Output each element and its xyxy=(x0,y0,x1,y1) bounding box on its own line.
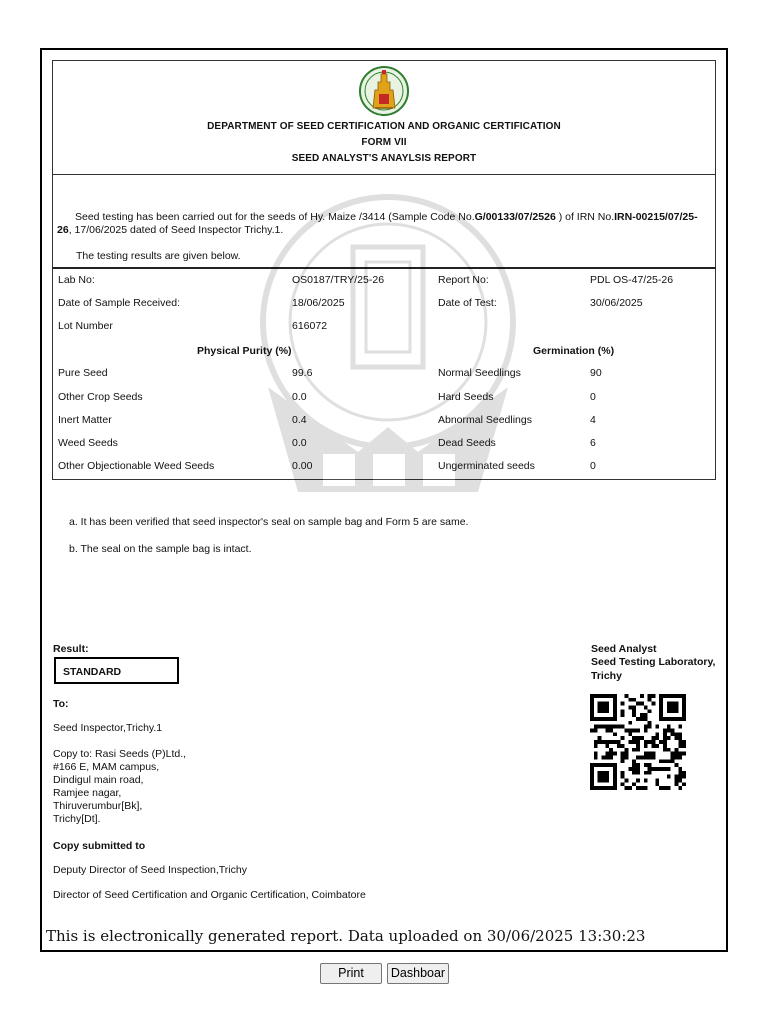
physical-purity-heading: Physical Purity (%) xyxy=(197,345,292,357)
dashboard-button[interactable]: Dashboar xyxy=(387,963,449,984)
germination-value: 0 xyxy=(590,391,596,403)
purity-label: Other Objectionable Weed Seeds xyxy=(58,460,215,472)
copy-submitted-line: Deputy Director of Seed Inspection,Trichy xyxy=(53,864,247,876)
report-no-label: Report No: xyxy=(438,274,489,286)
germination-value: 6 xyxy=(590,437,596,449)
copy-submitted-line: Director of Seed Certification and Organic Certification, Coimbatore xyxy=(53,889,366,901)
copy-to-line: Dindigul main road, xyxy=(53,774,144,786)
copy-submitted-label: Copy submitted to xyxy=(53,840,146,852)
germination-label: Hard Seeds xyxy=(438,391,494,403)
report-no-value: PDL OS-47/25-26 xyxy=(590,274,674,286)
header-divider xyxy=(52,174,716,175)
purity-label: Pure Seed xyxy=(58,367,108,379)
purity-label: Weed Seeds xyxy=(58,437,118,449)
generated-report-notice: This is electronically generated report. Data uploaded on 30/06/2025 13:30:23 xyxy=(46,927,646,945)
intro-text-1: Seed testing has been carried out for the seeds of Hy. Maize /3414 (Sample Code No. xyxy=(75,211,475,223)
intro-paragraph xyxy=(57,211,712,237)
purity-value: 0.0 xyxy=(292,391,307,403)
germination-label: Ungerminated seeds xyxy=(438,460,535,472)
lab-no-label: Lab No: xyxy=(58,274,95,286)
results-note: The testing results are given below. xyxy=(76,250,241,262)
note-b: b. The seal on the sample bag is intact. xyxy=(69,543,252,555)
copy-to-line: #166 E, MAM campus, xyxy=(53,761,160,773)
qr-code-icon xyxy=(590,694,686,790)
germination-label: Abnormal Seedlings xyxy=(438,414,532,426)
germination-value: 0 xyxy=(590,460,596,472)
print-button[interactable]: Print xyxy=(320,963,382,984)
germination-value: 90 xyxy=(590,367,602,379)
purity-value: 99.6 xyxy=(292,367,313,379)
copy-to-line: Thiruverumbur[Bk], xyxy=(53,800,143,812)
result-status-box: STANDARD xyxy=(54,657,179,684)
purity-value: 0.4 xyxy=(292,414,307,426)
purity-label: Other Crop Seeds xyxy=(58,391,143,403)
report-title: SEED ANALYST'S ANAYLSIS REPORT xyxy=(291,153,477,164)
form-number: FORM VII xyxy=(361,137,407,148)
result-label: Result: xyxy=(53,643,89,655)
lot-number-value: 616072 xyxy=(292,320,328,332)
test-date-label: Date of Test: xyxy=(438,297,497,309)
purity-value: 0.00 xyxy=(292,460,313,472)
germination-value: 4 xyxy=(590,414,596,426)
to-recipient: Seed Inspector,Trichy.1 xyxy=(53,722,163,734)
copy-to-line: Ramjee nagar, xyxy=(53,787,122,799)
note-a: a. It has been verified that seed inspector's seal on sample bag and Form 5 are same. xyxy=(69,516,469,528)
sample-received-label: Date of Sample Received: xyxy=(58,297,180,309)
germination-label: Normal Seedlings xyxy=(438,367,521,379)
lab-no-value: OS0187/TRY/25-26 xyxy=(292,274,385,286)
test-date-value: 30/06/2025 xyxy=(590,297,643,309)
sample-received-value: 18/06/2025 xyxy=(292,297,345,309)
to-label: To: xyxy=(53,698,69,710)
germination-heading: Germination (%) xyxy=(533,345,615,357)
tamil-nadu-emblem-icon xyxy=(359,64,409,118)
purity-value: 0.0 xyxy=(292,437,307,449)
signatory-lab: Seed Testing Laboratory, xyxy=(591,656,716,668)
intro-text-2: ) of IRN No. xyxy=(555,211,615,223)
signatory-city: Trichy xyxy=(591,670,622,682)
table-divider xyxy=(52,267,716,269)
signatory-title: Seed Analyst xyxy=(591,643,657,655)
sample-code: G/00133/07/2526 xyxy=(474,211,556,223)
copy-to-line: Copy to: Rasi Seeds (P)Ltd., xyxy=(53,748,187,760)
intro-text-3: , 17/06/2025 dated of Seed Inspector Trichy.1. xyxy=(68,224,284,236)
irn-number: IRN-00215/07/25-26 xyxy=(57,211,698,236)
department-title: DEPARTMENT OF SEED CERTIFICATION AND ORGANIC CERTIFICATION xyxy=(207,121,561,132)
germination-label: Dead Seeds xyxy=(438,437,496,449)
purity-label: Inert Matter xyxy=(58,414,112,426)
lot-number-label: Lot Number xyxy=(58,320,113,332)
copy-to-line: Trichy[Dt]. xyxy=(53,813,101,825)
